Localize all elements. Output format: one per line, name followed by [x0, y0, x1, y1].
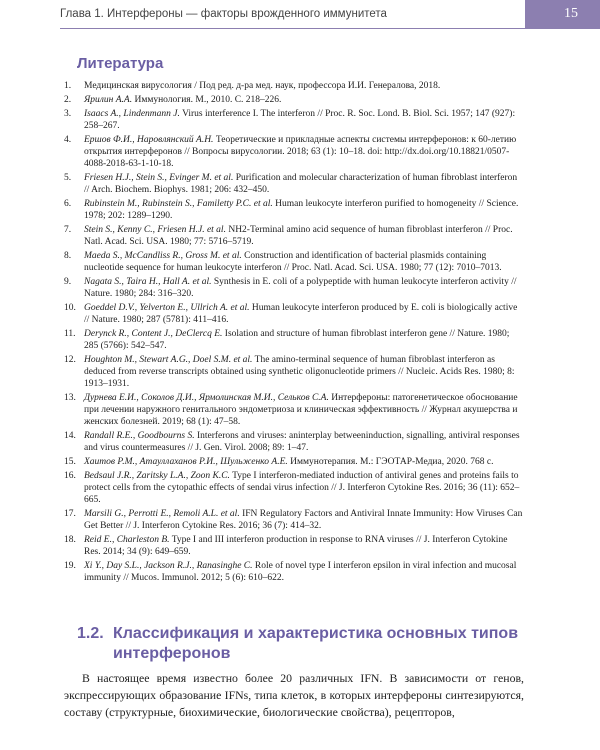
reference-authors: Marsili G., Perrotti E., Remoli A.L. et al. — [84, 509, 240, 519]
reference-item — [64, 198, 524, 222]
reference-number: 19. — [64, 561, 76, 571]
reference-number: 5. — [64, 173, 72, 183]
reference-authors: Ярилин А.А. — [84, 95, 133, 105]
reference-list — [64, 80, 524, 586]
reference-text: Теоретические и прикладные аспекты системы интерферонов: к 60-летию открытия интерферонов // Вопросы вирусологии. 2018; 63 (1): 10–18. doi: http://dx.doi.org/10.18821/0507-4088-2018-63-1-10-18. — [84, 135, 517, 169]
reference-text: Human leukocyte interferon produced by E. coli is biologically active // Nature. 1980; 287 (5781): 411–416. — [84, 303, 518, 325]
reference-authors: Friesen H.J., Stein S., Evinger M. et al. — [84, 173, 234, 183]
reference-text: Purification and molecular characterization of human fibroblast interferon // Arch. Biochem. Biophys. 1981; 206: 432–450. — [84, 173, 518, 195]
reference-number: 3. — [64, 109, 72, 119]
reference-authors: Houghton M., Stewart A.G., Doel S.M. et al. — [84, 355, 253, 365]
reference-text: Virus interference I. The interferon // Proc. R. Soc. Lond. B. Biol. Sci. 1957; 147 (927): 258–267. — [84, 109, 516, 131]
reference-item — [64, 430, 524, 454]
reference-number: 7. — [64, 225, 72, 235]
reference-item — [64, 302, 524, 326]
reference-authors: Maeda S., McCandliss R., Gross M. et al. — [84, 251, 242, 261]
reference-item — [64, 108, 524, 132]
reference-number: 11. — [64, 329, 76, 339]
reference-text: IFN Regulatory Factors and Antiviral Innate Immunity: How Viruses Can Get Better // J. Interferon Cytokine Res. 2016; 36 (7): 414–32. — [84, 509, 523, 531]
reference-authors: Reid E., Charleston B. — [84, 535, 170, 545]
reference-item — [64, 250, 524, 274]
reference-authors: Goeddel D.V., Yelverton E., Ullrich A. et al. — [84, 303, 250, 313]
reference-authors: Ершов Ф.И., Наровлянский А.Н. — [84, 135, 214, 145]
reference-text: Interferons and viruses: aninterplay betweeninduction, signalling, antiviral responses and virus countermeasures // J. Gen. Virol. 2008; 89: 1–47. — [84, 431, 520, 453]
reference-item — [64, 534, 524, 558]
reference-item — [64, 560, 524, 584]
reference-number: 8. — [64, 251, 72, 261]
reference-text: Synthesis in E. coli of a polypeptide with human leukocyte interferon activity // Nature. 1980; 284: 316–320. — [84, 277, 517, 299]
reference-text: Иммунология. М., 2010. С. 218–226. — [132, 95, 282, 105]
reference-text: Role of novel type I interferon epsilon in viral infection and mucosal immunity // Mucos. Immunol. 2012; 5 (6): 610–622. — [84, 561, 517, 583]
reference-number: 10. — [64, 303, 76, 313]
reference-authors: Isaacs A., Lindenmann J. — [84, 109, 180, 119]
reference-item — [64, 354, 524, 390]
reference-item — [64, 392, 524, 428]
section-number: 1.2. — [77, 625, 104, 642]
page-number-tab — [525, 0, 600, 28]
reference-text: Медицинская вирусология / Под ред. д-ра мед. наук, профессора И.И. Генералова, 2018. — [84, 81, 441, 91]
section-heading — [77, 624, 537, 664]
reference-number: 14. — [64, 431, 76, 441]
section-title: Классификация и характеристика основных типов интерферонов — [113, 625, 519, 662]
reference-authors: Дурнева Е.И., Соколов Д.И., Ярмолинская М.И., Сельков С.А. — [84, 393, 329, 403]
reference-authors: Derynck R., Content J., DeClercq E. — [84, 329, 223, 339]
reference-number: 16. — [64, 471, 76, 481]
header-rule — [60, 28, 600, 29]
reference-number: 13. — [64, 393, 76, 403]
reference-number: 4. — [64, 135, 72, 145]
reference-text: NH2-Terminal amino acid sequence of human fibroblast interferon // Proc. Natl. Acad. Sci. USA. 1980; 77: 5716–5719. — [84, 225, 513, 247]
reference-number: 9. — [64, 277, 72, 287]
reference-number: 17. — [64, 509, 76, 519]
reference-number: 15. — [64, 457, 76, 467]
body-paragraph: В настоящее время известно более 20 различных IFN. В зависимости от генов, экспрессирующих образование IFNs, типа клеток, в которых интерфероны синтезируются, составу (структурные, биохимические, биологические свойства), рецепторов, — [64, 671, 524, 719]
reference-number: 12. — [64, 355, 76, 365]
reference-text: Type I interferon-mediated induction of antiviral genes and proteins fails to protect cells from the cytopathic effects of sendai virus infection // J. Interferon Cytokine Res. 2016; 36 (11): 652–665. — [84, 471, 520, 505]
reference-item — [64, 172, 524, 196]
reference-text: Human leukocyte interferon purified to homogeneity // Science. 1978; 202: 1289–1290. — [84, 199, 519, 221]
reference-item — [64, 134, 524, 170]
chapter-title: Глава 1. Интерфероны — факторы врожденного иммунитета — [60, 8, 387, 20]
reference-item — [64, 94, 524, 106]
reference-item — [64, 224, 524, 248]
reference-number: 18. — [64, 535, 76, 545]
reference-authors: Rubinstein M., Rubinstein S., Familetty P.C. et al. — [84, 199, 273, 209]
reference-authors: Stein S., Kenny C., Friesen H.J. et al. — [84, 225, 226, 235]
reference-text: The amino-terminal sequence of human fibroblast interferon as deduced from reverse transcripts obtained using synthetic oligonucleotide primers // Nucleic. Acids Res. 1980; 8: 1913–1931. — [84, 355, 515, 389]
literature-heading: Литература — [77, 55, 164, 72]
reference-item — [64, 456, 524, 468]
reference-text: Интерфероны: патогенетическое обоснование при лечении наружного генитального эндометриоза и клиническая эффективность // Журнал акушерства и женских болезней. 2019; 68 (1): 47–58. — [84, 393, 518, 427]
reference-text: Type I and III interferon production in response to RNA viruses // J. Interferon Cytokine Res. 2014; 34 (9): 649–659. — [84, 535, 508, 557]
reference-item — [64, 470, 524, 506]
reference-item — [64, 508, 524, 532]
reference-text: Иммунотерапия. М.: ГЭОТАР-Медиа, 2020. 768 с. — [287, 457, 494, 467]
reference-authors: Randall R.E., Goodbourns S. — [84, 431, 195, 441]
reference-number: 1. — [64, 81, 72, 91]
page-number: 15 — [564, 6, 578, 21]
reference-authors: Bedsaul J.R., Zaritsky L.A., Zoon K.C. — [84, 471, 230, 481]
reference-authors: Хаитов Р.М., Атауллаханов Р.И., Шульженко А.Е. — [84, 457, 288, 467]
reference-item — [64, 328, 524, 352]
reference-authors: Nagata S., Taira H., Hall A. et al. — [84, 277, 212, 287]
page-header — [0, 0, 600, 34]
reference-number: 2. — [64, 95, 72, 105]
reference-text: Isolation and structure of human fibroblast interferon gene // Nature. 1980; 285 (5766): 542–547. — [84, 329, 510, 351]
reference-item — [64, 80, 524, 92]
reference-authors: Xi Y., Day S.L., Jackson R.J., Ranasinghe C. — [84, 561, 253, 571]
reference-number: 6. — [64, 199, 72, 209]
reference-item — [64, 276, 524, 300]
reference-text: Construction and identification of bacterial plasmids containing nucleotide sequence for human leukocyte interferon // Proc. Natl. Acad. Sci. USA. 1980; 77 (12): 7010–7013. — [84, 251, 502, 273]
